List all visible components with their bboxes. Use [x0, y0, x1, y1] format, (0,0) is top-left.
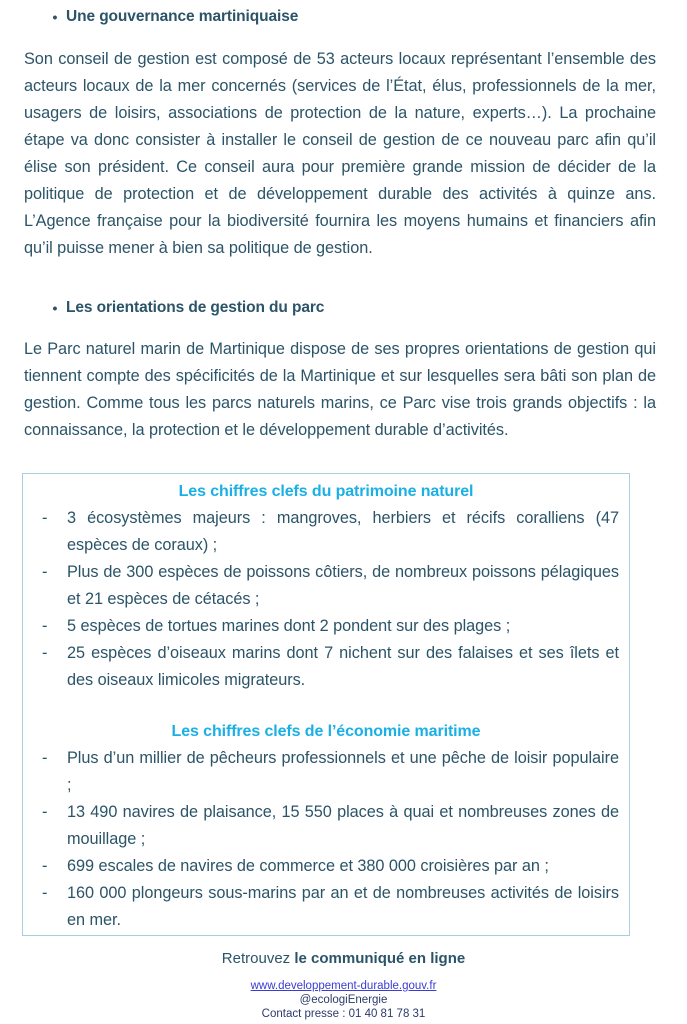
key-figures-title-patrimoine: Les chiffres clefs du patrimoine naturel	[178, 483, 474, 500]
list-item: - Plus de 300 espèces de poissons côtiers, de nombreux poissons pélagiques et 21 espèces de cétacés ;	[33, 559, 619, 613]
key-figures-list-patrimoine	[33, 505, 619, 694]
footer-website-link[interactable]: www.developpement-durable.gouv.fr	[250, 980, 437, 992]
list-item: - 699 escales de navires de commerce et 380 000 croisières par an ;	[33, 853, 619, 880]
section-heading-gouvernance	[44, 6, 298, 28]
list-item: - Plus d’un millier de pêcheurs professionnels et une pêche de loisir populaire ;	[33, 745, 619, 799]
section-heading-label: Une gouvernance martiniquaise	[66, 8, 299, 25]
footer	[0, 948, 687, 1021]
list-item: - 160 000 plongeurs sous-marins par an et de nombreuses activités de loisirs en mer.	[33, 880, 619, 934]
footer-bold-text: le communiqué en ligne	[294, 950, 466, 967]
section-heading-label: Les orientations de gestion du parc	[66, 299, 325, 316]
key-figures-title-economie: Les chiffres clefs de l’économie maritime	[171, 723, 481, 740]
bullet-icon: •	[52, 9, 58, 25]
key-figures-list-economie	[33, 745, 619, 934]
footer-social-handle: @ecologiEnergie	[299, 994, 388, 1006]
section-heading-orientations	[44, 297, 324, 319]
key-figures-box	[22, 473, 630, 936]
footer-press-contact: Contact presse : 01 40 81 78 31	[261, 1008, 426, 1020]
list-item: - 5 espèces de tortues marines dont 2 pondent sur des plages ;	[33, 613, 619, 640]
bullet-icon: •	[52, 300, 58, 316]
footer-contact-block	[0, 979, 687, 1021]
list-item: - 25 espèces d’oiseaux marins dont 7 nichent sur des falaises et ses îlets et des oiseaux limicoles migrateurs.	[33, 640, 619, 694]
paragraph-gouvernance: Son conseil de gestion est composé de 53 acteurs locaux représentant l’ensemble des acteurs locaux de la mer concernés (services de l’État, élus, professionnels de la mer, usagers de loisirs, associations de protection de la nature, experts…). La prochaine étape va donc consister à installer le conseil de gestion de ce nouveau parc afin qu’il élise son président. Ce conseil aura pour première grande mission de décider de la politique de protection et de développement durable des activités à quinze ans. L’Agence française pour la biodiversité fournira les moyens humains et financiers afin qu’il puisse mener à bien sa politique de gestion.	[24, 50, 656, 257]
list-item: - 13 490 navires de plaisance, 15 550 places à quai et nombreuses zones de mouillage ;	[33, 799, 619, 853]
footer-lead-text: Retrouvez	[221, 950, 295, 967]
paragraph-orientations: Le Parc naturel marin de Martinique dispose de ses propres orientations de gestion qui tiennent compte des spécificités de la Martinique et sur lesquelles sera bâti son plan de gestion. Comme tous les parcs naturels marins, ce Parc vise trois grands objectifs : la connaissance, la protection et le développement durable d’activités.	[24, 340, 656, 439]
list-item: - 3 écosystèmes majeurs : mangroves, herbiers et récifs coralliens (47 espèces de coraux) ;	[33, 505, 619, 559]
footer-call-to-action	[0, 948, 687, 970]
